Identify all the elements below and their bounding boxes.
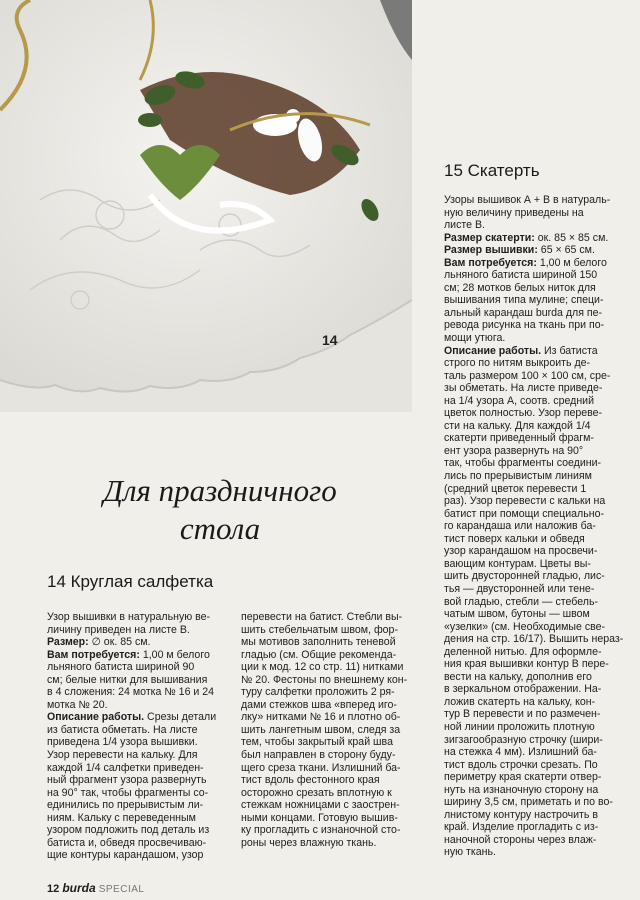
line-text: на 90° так, чтобы фрагменты со- bbox=[47, 786, 209, 799]
line-text: зы обметать. На листе приведе- bbox=[444, 382, 603, 395]
text-line bbox=[444, 596, 623, 609]
photo-number: 14 bbox=[322, 332, 338, 348]
tablecloth-photo bbox=[0, 0, 412, 412]
line-text: личину приведен на листе В. bbox=[47, 623, 190, 636]
line-text: мотка № 20. bbox=[47, 698, 108, 711]
text-line bbox=[444, 533, 623, 546]
text-line: роны через влажную ткань. bbox=[241, 836, 377, 849]
line-text: льняного батиста шириной 90 bbox=[47, 661, 195, 674]
line-text: 1,00 м белого bbox=[139, 648, 210, 661]
text-line bbox=[444, 671, 623, 684]
text-line: дами стежков шва «вперед иго- bbox=[241, 698, 397, 711]
line-text: край. Изделие прогладить с из- bbox=[444, 821, 599, 834]
text-line: ку прогладить с изнаночной сто- bbox=[241, 824, 401, 837]
line-text: ∅ ок. 85 см. bbox=[88, 636, 151, 649]
text-line bbox=[47, 849, 216, 862]
line-text: льняного батиста шириной 150 bbox=[444, 269, 598, 282]
text-line bbox=[444, 207, 623, 220]
brand-logo: burda bbox=[62, 881, 96, 895]
line-text: чатым швом, бутоны — швом bbox=[444, 608, 590, 621]
text-line bbox=[444, 470, 623, 483]
text-line bbox=[47, 774, 216, 787]
bold-lead: Размер: bbox=[47, 636, 89, 649]
headline-line-2: стола bbox=[179, 511, 261, 546]
text-line bbox=[444, 708, 623, 721]
text-line bbox=[47, 611, 216, 624]
line-text: наночной стороны через влаж- bbox=[444, 833, 597, 846]
text-line bbox=[47, 674, 216, 687]
line-text: альный карандаш burda для пе- bbox=[444, 306, 603, 319]
line-text: ложив скатерть на кальку, кон- bbox=[444, 695, 596, 708]
text-line bbox=[444, 457, 623, 470]
line-text: зигзагообразную строчку (шири- bbox=[444, 733, 603, 746]
line-text: из батиста обметать. На листе bbox=[47, 723, 198, 736]
text-line bbox=[444, 771, 623, 784]
text-line bbox=[444, 821, 623, 834]
bold-lead: Описание работы. bbox=[47, 711, 145, 724]
line-text: тья — двусторонней или тене- bbox=[444, 582, 595, 595]
text-line bbox=[444, 495, 623, 508]
line-text: узором подложить под деталь из bbox=[47, 824, 210, 837]
line-text: Срезы детали bbox=[144, 711, 217, 724]
bold-lead: Размер вышивки: bbox=[444, 244, 538, 257]
text-line bbox=[444, 244, 623, 257]
text-line bbox=[444, 608, 623, 621]
line-text: приведена 1/4 узора вышивки. bbox=[47, 736, 198, 749]
line-text: 1,00 м белого bbox=[536, 256, 607, 269]
line-text: Узоры вышивок А + В в натураль- bbox=[444, 194, 611, 206]
text-line bbox=[47, 636, 216, 649]
text-line bbox=[444, 570, 623, 583]
text-line bbox=[444, 784, 623, 797]
line-text: шить двусторонней гладью, лис- bbox=[444, 570, 605, 583]
page-footer bbox=[47, 881, 144, 895]
line-text: батиста и, обведя просвечиваю- bbox=[47, 836, 207, 849]
text-line bbox=[444, 420, 623, 433]
text-line: щего среза ткани. Излишний ба- bbox=[241, 761, 401, 774]
text-line: перевести на батист. Стебли вы- bbox=[241, 611, 403, 623]
bold-lead: Вам потребуется: bbox=[444, 256, 537, 269]
line-text: вести на кальку, дополнив его bbox=[444, 670, 592, 683]
line-text: тист вдоль строчки срезать. По bbox=[444, 758, 598, 771]
text-line: лку» нитками № 16 и плотно об- bbox=[241, 711, 401, 724]
line-text: ревода рисунка на ткань при по- bbox=[444, 319, 605, 332]
line-text: вышивания типа мулине; специ- bbox=[444, 294, 604, 307]
section-15-title: 15 Скатерть bbox=[444, 161, 540, 180]
line-text: щие контуры карандашом, узор bbox=[47, 849, 204, 862]
photo-illustration bbox=[0, 0, 412, 412]
line-text: вой гладью, стебли — стебель- bbox=[444, 595, 598, 608]
line-text: узор карандашом на просвечи- bbox=[444, 545, 598, 558]
text-line bbox=[47, 711, 216, 724]
text-line bbox=[444, 734, 623, 747]
text-line bbox=[444, 696, 623, 709]
text-line bbox=[444, 658, 623, 671]
text-line bbox=[444, 294, 623, 307]
text-line bbox=[444, 834, 623, 847]
text-line bbox=[47, 736, 216, 749]
line-text: (средний цветок перевести 1 bbox=[444, 482, 587, 495]
text-line bbox=[444, 759, 623, 772]
line-text: каждой 1/4 салфетки приведен- bbox=[47, 761, 204, 774]
line-text: ок. 85 × 85 см. bbox=[534, 231, 609, 244]
bold-lead: Размер скатерти: bbox=[444, 231, 535, 244]
line-text: цветок полностью. Узор переве- bbox=[444, 407, 603, 420]
line-text: таль размером 100 × 100 см, сре- bbox=[444, 369, 611, 382]
line-text: строго по нитям выкроить де- bbox=[444, 357, 591, 370]
text-line bbox=[444, 370, 623, 383]
text-line bbox=[444, 621, 623, 634]
bold-lead: Вам потребуется: bbox=[47, 648, 140, 661]
line-text: периметру края скатерти отвер- bbox=[444, 771, 602, 784]
line-text: на 1/4 узора А, соотв. средний bbox=[444, 394, 595, 407]
text-line bbox=[47, 812, 216, 825]
line-text: на стежка 4 мм). Излишний ба- bbox=[444, 746, 597, 759]
text-line bbox=[47, 799, 216, 812]
text-line bbox=[444, 746, 623, 759]
text-line: осторожно срезать вплотную к bbox=[241, 786, 392, 799]
text-line bbox=[444, 395, 623, 408]
text-line bbox=[444, 683, 623, 696]
text-line: шить стебельчатым швом, фор- bbox=[241, 623, 398, 636]
line-text: го карандаша или наложив ба- bbox=[444, 520, 596, 533]
line-text: ный фрагмент узора развернуть bbox=[47, 774, 207, 787]
line-text: так, чтобы фрагменты соедини- bbox=[444, 457, 602, 470]
text-line bbox=[444, 282, 623, 295]
line-text: в 4 сложения: 24 мотка № 16 и 24 bbox=[47, 686, 215, 699]
text-line bbox=[47, 661, 216, 674]
text-line: был направлен в сторону буду- bbox=[241, 749, 396, 762]
text-line bbox=[444, 445, 623, 458]
line-text: Узор перевести на кальку. Для bbox=[47, 749, 198, 762]
section-14-title: 14 Круглая салфетка bbox=[47, 572, 214, 591]
text-line bbox=[47, 824, 216, 837]
page-headline bbox=[60, 472, 380, 548]
text-line bbox=[47, 762, 216, 775]
line-text: деленной нитью. Для оформле- bbox=[444, 645, 602, 658]
text-line: тист вдоль фестонного края bbox=[241, 774, 380, 787]
text-line: тем, чтобы закрытый край шва bbox=[241, 736, 393, 749]
text-line bbox=[444, 307, 623, 320]
text-line bbox=[444, 357, 623, 370]
line-text: раз). Узор перевести с кальки на bbox=[444, 495, 606, 508]
text-line bbox=[444, 269, 623, 282]
text-line: стежкам ножницами с заострен- bbox=[241, 799, 400, 812]
text-line bbox=[444, 432, 623, 445]
text-line bbox=[47, 837, 216, 850]
text-line bbox=[444, 483, 623, 496]
line-text: ниям. Кальку с переведенным bbox=[47, 811, 196, 824]
text-line: шить лангетным швом, следя за bbox=[241, 723, 401, 736]
section-14-text-col2 bbox=[241, 611, 407, 849]
line-text: ния края вышивки контур В пере- bbox=[444, 658, 609, 671]
text-line: гладью (см. Общие рекоменда- bbox=[241, 648, 397, 661]
text-line bbox=[47, 724, 216, 737]
line-text: ширину 3,5 см, приметать и по во- bbox=[444, 796, 613, 809]
section-15-text bbox=[444, 194, 623, 859]
line-text: ной линии проложить плотную bbox=[444, 720, 595, 733]
text-line: мы мотивов заполнить теневой bbox=[241, 636, 396, 649]
text-line bbox=[444, 232, 623, 245]
line-text: лнистому контуру настрочить в bbox=[444, 808, 598, 821]
line-text: «узелки» (см. Необходимые све- bbox=[444, 620, 606, 633]
text-line bbox=[444, 646, 623, 659]
text-line bbox=[444, 257, 623, 270]
text-line bbox=[47, 787, 216, 800]
text-line bbox=[47, 649, 216, 662]
text-line bbox=[47, 699, 216, 712]
line-text: ент узора развернуть на 90° bbox=[444, 444, 584, 457]
page-number: 12 bbox=[47, 883, 60, 895]
line-text: батист при помощи специально- bbox=[444, 507, 604, 520]
text-line bbox=[47, 624, 216, 637]
text-line bbox=[444, 520, 623, 533]
line-text: Узор вышивки в натуральную ве- bbox=[47, 611, 211, 623]
text-line bbox=[444, 319, 623, 332]
text-line bbox=[444, 345, 623, 358]
line-text: в зеркальном отображении. На- bbox=[444, 683, 602, 696]
text-line bbox=[444, 407, 623, 420]
line-text: единились по прерывистым ли- bbox=[47, 799, 204, 812]
bold-lead: Описание работы. bbox=[444, 344, 542, 357]
line-text: лись по прерывистым линиям bbox=[444, 470, 592, 483]
line-text: мощи утюга. bbox=[444, 332, 506, 345]
text-line bbox=[444, 194, 623, 207]
special-label: SPECIAL bbox=[98, 884, 145, 895]
line-text: см; 28 мотков белых ниток для bbox=[444, 281, 596, 294]
text-line bbox=[444, 508, 623, 521]
line-text: листе В. bbox=[444, 219, 485, 232]
text-line bbox=[444, 558, 623, 571]
section-14-text-col1 bbox=[47, 611, 216, 862]
line-text: ную величину приведены на bbox=[444, 206, 584, 219]
text-line bbox=[47, 749, 216, 762]
headline-line-1: Для праздничного bbox=[103, 473, 337, 508]
line-text: 65 × 65 см. bbox=[537, 244, 595, 257]
line-text: вающим контурам. Цветы вы- bbox=[444, 557, 591, 570]
text-line bbox=[444, 846, 623, 859]
line-text: нуть на изнаночную сторону на bbox=[444, 783, 599, 796]
text-line bbox=[444, 219, 623, 232]
text-line bbox=[444, 721, 623, 734]
line-text: сти на кальку. Для каждой 1/4 bbox=[444, 419, 591, 432]
line-text: скатерти приведенный фрагм- bbox=[444, 432, 594, 445]
text-line bbox=[444, 633, 623, 646]
text-line: туру салфетки проложить 2 ря- bbox=[241, 686, 395, 699]
text-line: ными концами. Готовую вышив- bbox=[241, 811, 398, 824]
text-line: ции к мод. 12 со стр. 11) нитками bbox=[241, 661, 404, 674]
text-line bbox=[444, 796, 623, 809]
line-text: см; белые нитки для вышивания bbox=[47, 673, 208, 686]
text-line bbox=[444, 809, 623, 822]
line-text: тист поверх кальки и обведя bbox=[444, 532, 585, 545]
text-line bbox=[47, 686, 216, 699]
text-line bbox=[444, 332, 623, 345]
line-text: дения на стр. 16/17). Вышить нераз- bbox=[444, 633, 624, 646]
line-text: Из батиста bbox=[541, 344, 598, 357]
text-line bbox=[444, 583, 623, 596]
text-line: № 20. Фестоны по внешнему кон- bbox=[241, 673, 408, 686]
text-line bbox=[444, 545, 623, 558]
line-text: ную ткань. bbox=[444, 846, 496, 859]
line-text: тур В перевести и по размечен- bbox=[444, 708, 601, 721]
text-line bbox=[444, 382, 623, 395]
